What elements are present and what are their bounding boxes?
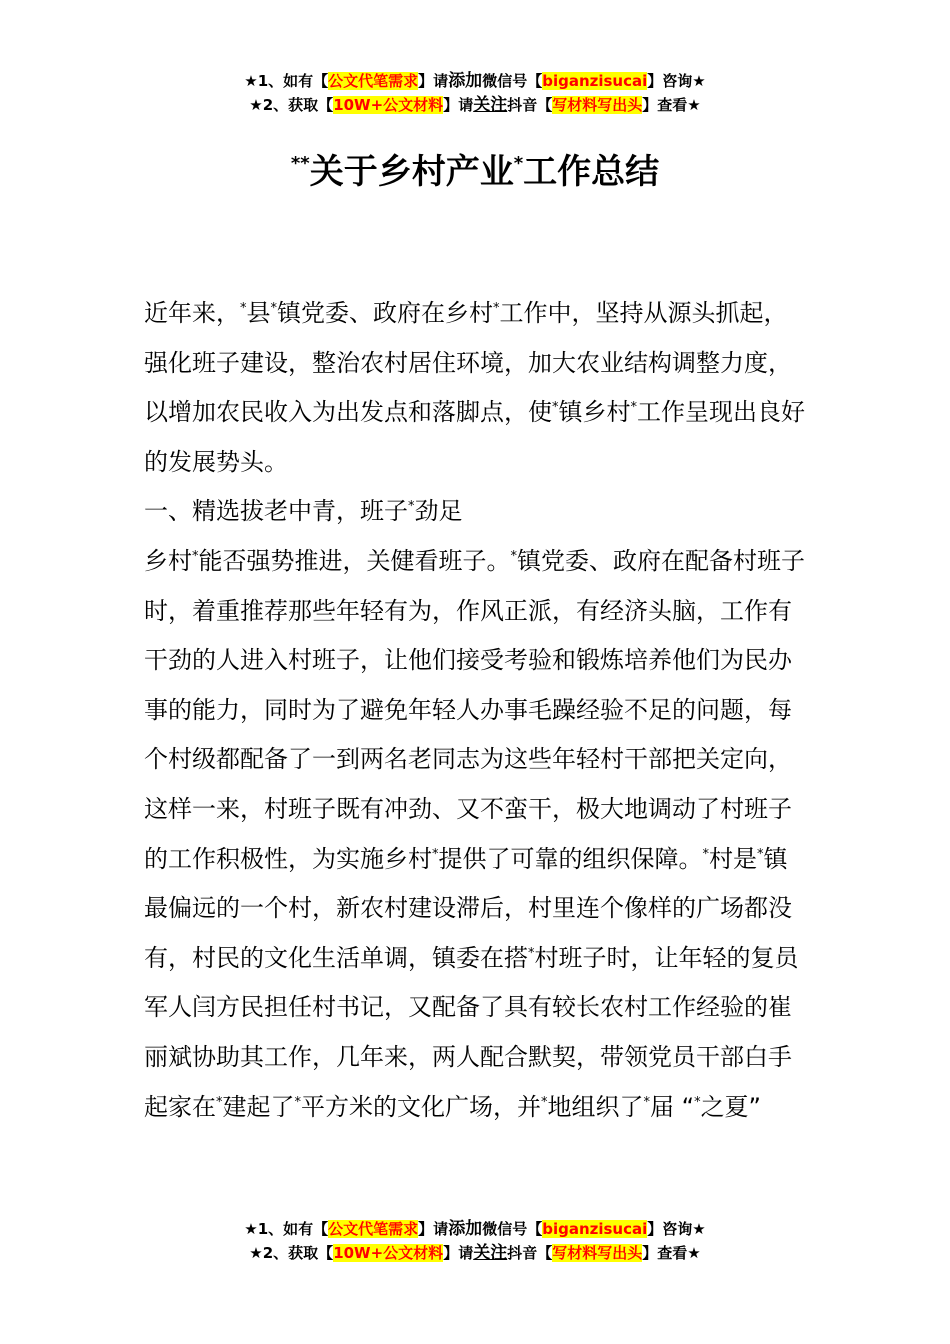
promo-highlight: 10W+公文材料 (333, 96, 444, 114)
redaction-mark: * (432, 846, 439, 862)
promo-highlight: 公文代笔需求 (328, 72, 419, 90)
promo-text: 添加 (448, 1219, 483, 1239)
redaction-mark: * (408, 499, 415, 515)
redaction-mark: * (643, 1094, 650, 1110)
star-icon: ★ (244, 72, 258, 90)
title-text: 工作总结 (523, 152, 660, 192)
promo-line-1 (0, 1217, 950, 1241)
promo-highlight: 公文代笔需求 (328, 1220, 419, 1238)
redaction-mark: * (290, 153, 301, 174)
promo-line-2 (0, 93, 950, 117)
promo-text: 2、获取【 (262, 1244, 334, 1262)
paragraph-section-1: 乡村*能否强势推进，关健看班子。*镇党委、政府在配备村班子时，着重推荐那些年轻有为，作风正派，有经济头脑，工作有干劲的人进入村班子，让他们接受考验和锻炼培养他们为民办事的能力，同时为了避免年轻人办事毛躁经验不足的问题，每个村级都配备了一到两名老同志为这些年轻村干部把关定向，这样一来，村班子既有冲劲、又不蛮干，极大地调动了村班子的工作积极性，为实施乡村*提供了可靠的组织保障。*村是*镇最偏远的一个村，新农村建设滞后，村里连个像样的广场都没有，村民的文化生活单调，镇委在搭*村班子时，让年轻的复员军人闫方民担任村书记，又配备了具有较长农村工作经验的崔丽斌协助其工作，几年来，两人配合默契，带领党员干部白手起家在*建起了*平方米的文化广场，并*地组织了*届 “*之夏” (144, 546, 805, 1121)
redaction-mark: * (541, 1094, 548, 1110)
redaction-mark: * (493, 301, 500, 316)
redaction-mark: * (702, 846, 709, 862)
promo-text: 】查看 (642, 1244, 688, 1262)
promo-text: 2、获取【 (262, 96, 334, 114)
document-body (144, 289, 808, 1132)
promo-line-2 (0, 1241, 950, 1265)
redaction-mark: * (294, 1094, 301, 1110)
promo-text: 1、如有【 (257, 1220, 329, 1238)
redaction-mark: * (694, 1094, 701, 1110)
promo-text: 】查看 (642, 96, 688, 114)
promo-text: 关注 (473, 1243, 508, 1263)
promo-text: 抖音【 (507, 1244, 553, 1262)
promo-text: 】请 (443, 96, 474, 114)
redaction-mark: * (270, 301, 277, 316)
redaction-mark: * (528, 945, 535, 961)
redaction-mark: * (510, 548, 517, 564)
douyin-account: 写材料写出头 (552, 1244, 643, 1262)
redaction-mark: * (513, 153, 524, 174)
promo-text: 关注 (473, 95, 508, 115)
redaction-mark: * (552, 400, 559, 416)
promo-text: 抖音【 (507, 96, 553, 114)
star-icon: ★ (692, 72, 706, 90)
promo-text: 】咨询 (647, 72, 693, 90)
section-heading-1: 一、精选拔老中青，班子*劲足 (144, 497, 463, 526)
redaction-mark: * (757, 846, 764, 862)
promo-text: 添加 (448, 71, 483, 91)
redaction-mark: * (216, 1094, 223, 1110)
star-icon: ★ (244, 1220, 258, 1238)
promo-text: 】请 (443, 1244, 474, 1262)
promo-line-1 (0, 69, 950, 93)
wechat-id: biganzisucai (542, 1220, 648, 1238)
promo-text: 1、如有【 (257, 72, 329, 90)
star-icon: ★ (249, 1244, 263, 1262)
promo-text: 微信号【 (482, 1220, 543, 1238)
star-icon: ★ (692, 1220, 706, 1238)
star-icon: ★ (687, 96, 701, 114)
redaction-mark: * (240, 301, 247, 316)
star-icon: ★ (249, 96, 263, 114)
redaction-mark: * (192, 548, 199, 564)
redaction-mark: * (300, 153, 310, 174)
douyin-account: 写材料写出头 (552, 96, 643, 114)
promo-text: 微信号【 (482, 72, 543, 90)
document-title (0, 142, 950, 202)
promo-text: 】请 (418, 1220, 449, 1238)
promo-text: 】请 (418, 72, 449, 90)
promo-notice-top (0, 69, 950, 117)
wechat-id: biganzisucai (542, 72, 648, 90)
promo-highlight: 10W+公文材料 (333, 1244, 444, 1262)
promo-notice-bottom (0, 1217, 950, 1265)
redaction-mark: * (630, 400, 637, 416)
title-text: 关于乡村产业 (309, 152, 514, 192)
star-icon: ★ (687, 1244, 701, 1262)
promo-text: 】咨询 (647, 1220, 693, 1238)
paragraph-intro: 近年来，*县*镇党委、政府在乡村*工作中，坚持从源头抓起，强化班子建设，整治农村居住环境，加大农业结构调整力度，以增加农民收入为出发点和落脚点，使*镇乡村*工作呈现出良好的发展势头。 (144, 299, 805, 476)
